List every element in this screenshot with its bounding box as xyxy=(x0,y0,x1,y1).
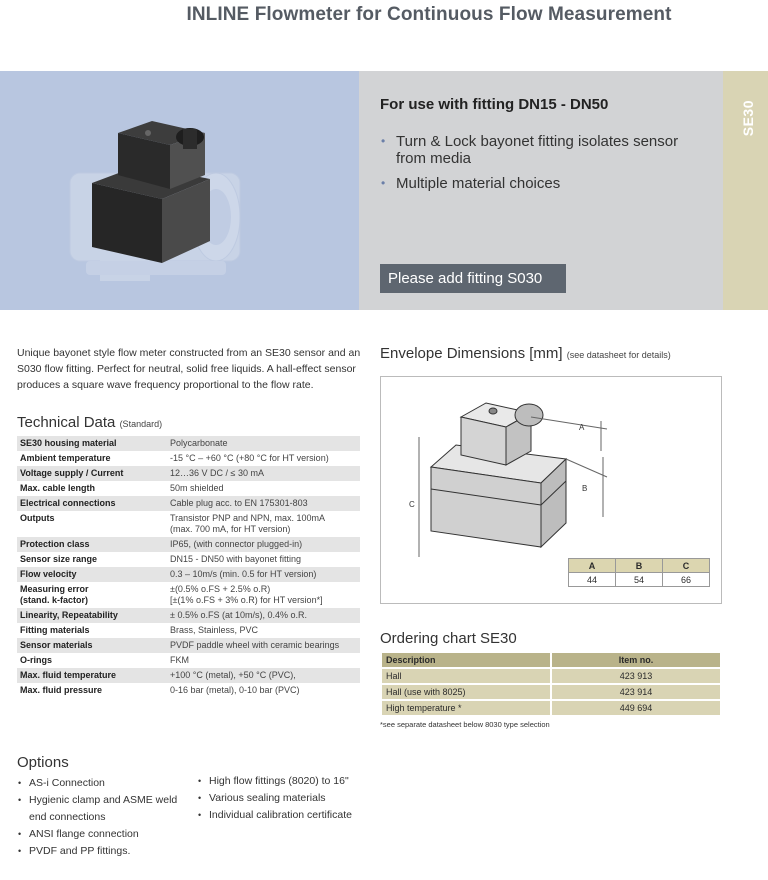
spec-label: Protection class xyxy=(17,537,167,552)
order-description: Hall (use with 8025) xyxy=(381,684,551,700)
order-item-number: 423 914 xyxy=(551,684,721,700)
spec-value: Transistor PNP and NPN, max. 100mA (max. 700 mA, for HT version) xyxy=(167,511,360,537)
envelope-dimensions-heading xyxy=(380,345,671,362)
dim-value: 54 xyxy=(616,573,663,587)
table-row xyxy=(381,668,721,684)
spec-value: ± 0.5% o.FS (at 10m/s), 0.4% o.R. xyxy=(167,608,360,623)
spec-label: Electrical connections xyxy=(17,496,167,511)
fitting-range-heading: For use with fitting DN15 - DN50 xyxy=(380,96,609,113)
intro-paragraph: Unique bayonet style flow meter constructed from an SE30 sensor and an S030 flow fitting. Perfect for neutral, solid free liquids. A hall-effect sensor produces a square wave frequency proportional to the flow rate. xyxy=(17,347,361,391)
ordering-chart-table xyxy=(380,651,722,717)
technical-data-note: (Standard) xyxy=(119,419,163,429)
table-row xyxy=(17,537,360,552)
envelope-dimensions-note: (see datasheet for details) xyxy=(566,350,671,360)
flowmeter-product-image xyxy=(0,71,359,310)
option-item: • AS-i Connection xyxy=(17,775,187,792)
options-list-left xyxy=(17,775,187,860)
table-row xyxy=(17,496,360,511)
product-photo-panel xyxy=(0,71,359,310)
spec-label: Measuring error (stand. k-factor) xyxy=(17,582,167,608)
option-item: • Hygienic clamp and ASME weld end connections xyxy=(17,792,187,826)
table-row xyxy=(17,436,360,451)
option-item: • Individual calibration certificate xyxy=(197,807,407,824)
table-row xyxy=(17,668,360,683)
order-item-number: 423 913 xyxy=(551,668,721,684)
option-item: • ANSI flange connection xyxy=(17,826,187,843)
options-heading: Options xyxy=(17,754,69,771)
order-description: High temperature * xyxy=(381,700,551,716)
table-row xyxy=(17,608,360,623)
spec-label: Max. cable length xyxy=(17,481,167,496)
spec-label: Fitting materials xyxy=(17,623,167,638)
order-header-item: Item no. xyxy=(551,652,721,668)
feature-list xyxy=(380,133,710,200)
spec-value: 0-16 bar (metal), 0-10 bar (PVC) xyxy=(167,683,360,698)
spec-label: Sensor materials xyxy=(17,638,167,653)
table-row xyxy=(381,684,721,700)
spec-label: Linearity, Repeatability xyxy=(17,608,167,623)
table-row xyxy=(17,567,360,582)
table-row xyxy=(17,466,360,481)
spec-value: -15 °C – +60 °C (+80 °C for HT version) xyxy=(167,451,360,466)
spec-value: Brass, Stainless, PVC xyxy=(167,623,360,638)
technical-data-table xyxy=(17,436,360,698)
spec-value: 12…36 V DC / ≤ 30 mA xyxy=(167,466,360,481)
envelope-dimensions-title: Envelope Dimensions [mm] xyxy=(380,345,563,362)
spec-label: Flow velocity xyxy=(17,567,167,582)
spec-value: Cable plug acc. to EN 175301-803 xyxy=(167,496,360,511)
table-row xyxy=(17,623,360,638)
order-header-description: Description xyxy=(381,652,551,668)
spec-label: Voltage supply / Current xyxy=(17,466,167,481)
order-description: Hall xyxy=(381,668,551,684)
spec-value: IP65, (with connector plugged-in) xyxy=(167,537,360,552)
dim-header: C xyxy=(663,559,710,573)
dim-value: 44 xyxy=(569,573,616,587)
table-row xyxy=(17,511,360,537)
dim-label-a: A xyxy=(579,423,585,432)
spec-value: ±(0.5% o.FS + 2.5% o.R) [±(1% o.FS + 3% o.R) for HT version*] xyxy=(167,582,360,608)
ordering-footnote: *see separate datasheet below 8030 type selection xyxy=(380,720,550,729)
spec-value: +100 °C (metal), +50 °C (PVC), xyxy=(167,668,360,683)
spec-label: Outputs xyxy=(17,511,167,537)
table-row xyxy=(17,653,360,668)
series-tab-label: SE30 xyxy=(740,100,756,137)
table-row xyxy=(17,638,360,653)
table-row xyxy=(17,481,360,496)
dimension-drawing xyxy=(381,377,723,557)
spec-label: Max. fluid pressure xyxy=(17,683,167,698)
technical-data-heading xyxy=(17,414,162,431)
spec-label: O-rings xyxy=(17,653,167,668)
table-row xyxy=(17,451,360,466)
spec-label: Sensor size range xyxy=(17,552,167,567)
feature-item: • Turn & Lock bayonet fitting isolates sensor from media xyxy=(380,133,710,167)
spec-value: 0.3 – 10m/s (min. 0.5 for HT version) xyxy=(167,567,360,582)
table-row xyxy=(17,552,360,567)
spec-label: Ambient temperature xyxy=(17,451,167,466)
table-row xyxy=(17,582,360,608)
add-fitting-button[interactable]: Please add fitting S030 xyxy=(380,264,566,293)
dimensions-table xyxy=(568,558,710,587)
order-item-number: 449 694 xyxy=(551,700,721,716)
dim-header: B xyxy=(616,559,663,573)
dim-label-b: B xyxy=(582,484,588,493)
feature-item: • Multiple material choices xyxy=(380,175,710,192)
spec-value: Polycarbonate xyxy=(167,436,360,451)
dim-header: A xyxy=(569,559,616,573)
spec-value: 50m shielded xyxy=(167,481,360,496)
dim-value: 66 xyxy=(663,573,710,587)
options-list-right xyxy=(197,773,407,824)
spec-label: Max. fluid temperature xyxy=(17,668,167,683)
option-item: • Various sealing materials xyxy=(197,790,407,807)
option-item: • PVDF and PP fittings. xyxy=(17,843,187,860)
spec-label: SE30 housing material xyxy=(17,436,167,451)
option-item: • High flow fittings (8020) to 16" xyxy=(197,773,407,790)
envelope-dimensions-box xyxy=(380,376,722,604)
dim-label-c: C xyxy=(409,500,415,509)
technical-data-title: Technical Data xyxy=(17,414,116,431)
spec-value: FKM xyxy=(167,653,360,668)
table-row xyxy=(17,683,360,698)
spec-value: DN15 - DN50 with bayonet fitting xyxy=(167,552,360,567)
table-row xyxy=(381,700,721,716)
page-title: INLINE Flowmeter for Continuous Flow Measurement xyxy=(186,4,672,25)
spec-value: PVDF paddle wheel with ceramic bearings xyxy=(167,638,360,653)
ordering-chart-heading: Ordering chart SE30 xyxy=(380,630,517,647)
